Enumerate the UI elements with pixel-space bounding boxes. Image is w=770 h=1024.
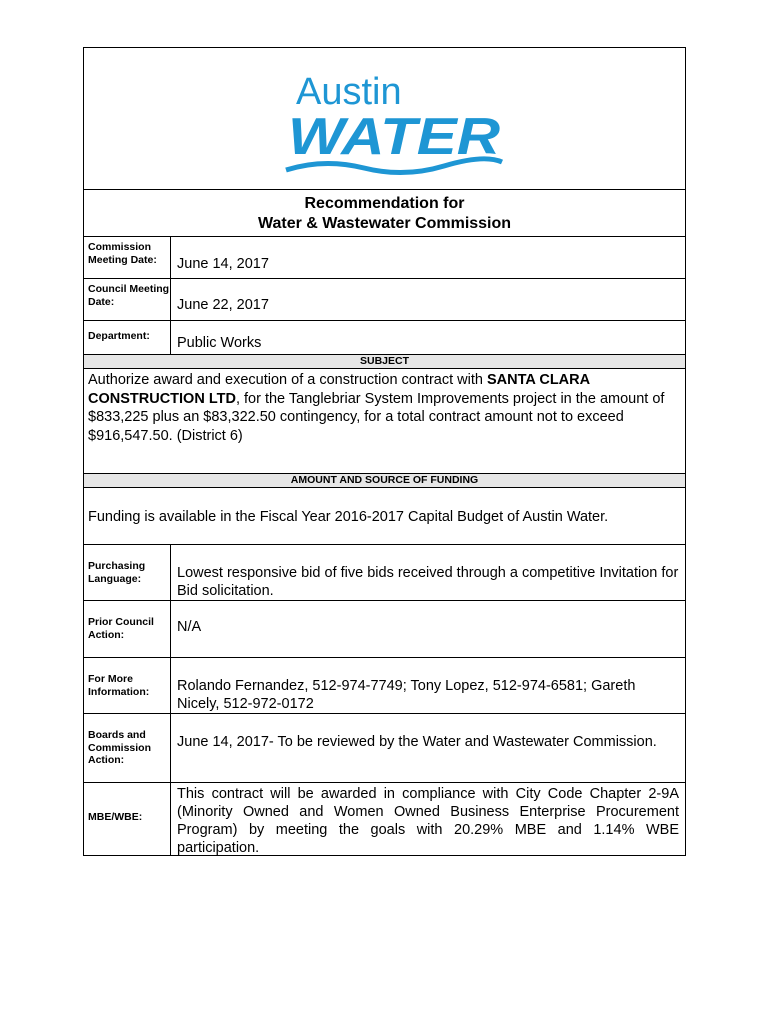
logo-austin-text: Austin <box>296 71 402 113</box>
mbe-label: MBE/WBE: <box>84 783 171 855</box>
purchasing-value: Lowest responsive bid of five bids received through a competitive Invitation for Bid solicitation. <box>177 565 679 599</box>
commission-date-label: Commission Meeting Date: <box>84 237 171 278</box>
funding-heading: AMOUNT AND SOURCE OF FUNDING <box>84 474 685 488</box>
more-info-value: Rolando Fernandez, 512-974-7749; Tony Lopez, 512-974-6581; Gareth Nicely, 512-972-0172 <box>177 678 636 712</box>
title-line-2: Water & Wastewater Commission <box>257 215 512 232</box>
funding-body: Funding is available in the Fiscal Year 2016-2017 Capital Budget of Austin Water. <box>84 488 685 545</box>
boards-value: June 14, 2017- To be reviewed by the Water and Wastewater Commission. <box>177 734 657 750</box>
boards-row <box>84 714 685 783</box>
department-value: Public Works <box>177 335 262 351</box>
contractor-name: SANTA CLARA CONSTRUCTION LTD <box>88 372 590 407</box>
subject-text-pre: Authorize award and execution of a construction contract with <box>88 372 487 388</box>
mbe-value: This contract will be awarded in compliance with City Code Chapter 2-9A (Minority Owned and Women Owned Business Enterprise Procurement Program) by meeting the goals with 20.29% MBE and 1.14% WBE participation. <box>177 786 679 856</box>
department-row <box>84 321 685 355</box>
prior-council-value: N/A <box>177 619 202 635</box>
document-title <box>84 190 685 237</box>
boards-label: Boards and Commission Action: <box>84 714 171 782</box>
purchasing-row <box>84 545 685 601</box>
more-info-row <box>84 658 685 714</box>
council-date-label: Council Meeting Date: <box>84 279 171 320</box>
prior-council-label: Prior Council Action: <box>84 601 171 657</box>
subject-text-post: , for the Tanglebriar System Improvements project in the amount of $833,225 plus an $83,322.50 contingency, for a total contract amount not to exceed $916,547.50. (District 6) <box>88 390 665 444</box>
more-info-label: For More Information: <box>84 658 171 713</box>
recommendation-document <box>83 47 686 856</box>
prior-council-row <box>84 601 685 658</box>
department-label: Department: <box>84 321 171 354</box>
subject-body <box>84 369 685 474</box>
council-date-row <box>84 279 685 321</box>
mbe-row <box>84 783 685 855</box>
commission-date-row <box>84 237 685 279</box>
subject-heading: SUBJECT <box>84 355 685 369</box>
austin-water-logo <box>284 66 504 178</box>
council-date-value: June 22, 2017 <box>177 297 269 313</box>
logo-section <box>84 48 685 190</box>
title-line-1: Recommendation for <box>304 195 465 212</box>
commission-date-value: June 14, 2017 <box>177 256 269 272</box>
logo-water-text: WATER <box>288 108 501 166</box>
purchasing-label: Purchasing Language: <box>84 545 171 600</box>
